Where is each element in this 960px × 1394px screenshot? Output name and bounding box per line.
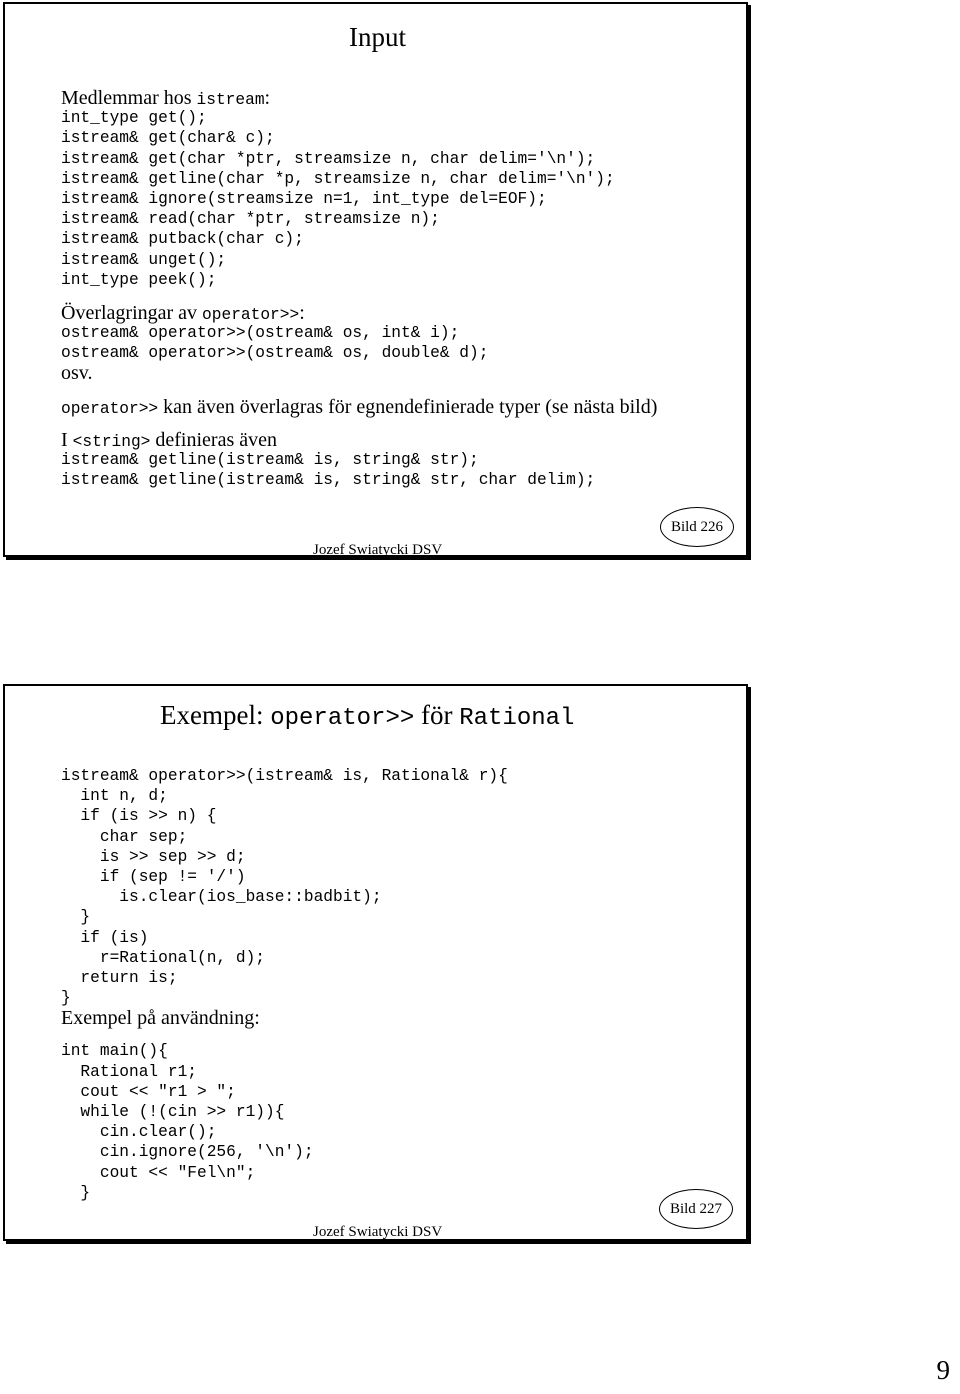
code-line: cin.clear();	[61, 1123, 217, 1142]
code-line: istream& ignore(streamsize n=1, int_type del=EOF);	[61, 189, 547, 208]
text-run: kan även överlagras för egnendefinierade typer (se nästa bild)	[158, 395, 658, 418]
inline-code: operator>>	[202, 305, 300, 324]
text-line	[61, 430, 657, 450]
code-line: istream& getline(char *p, streamsize n, char delim='\n');	[61, 169, 615, 188]
slide-227	[3, 684, 748, 1241]
spacer	[61, 1028, 508, 1041]
text-run: :	[264, 87, 271, 109]
code-line: return is;	[61, 968, 178, 987]
page-number: 9	[936, 1355, 950, 1385]
code-line: ostream& operator>>(ostream& os, int& i);	[61, 324, 460, 343]
code-line: istream& get(char *ptr, streamsize n, char delim='\n');	[61, 149, 596, 168]
inline-code: operator>>	[270, 705, 415, 732]
code-line: while (!(cin >> r1)){	[61, 1103, 285, 1121]
slide-title	[160, 702, 574, 731]
slide-number-badge: Bild 227	[659, 1189, 733, 1229]
code-line: istream& putback(char c);	[61, 230, 304, 249]
text-run: Överlagringar av	[61, 301, 203, 324]
code-line: }	[61, 1183, 91, 1202]
slide-body	[61, 88, 657, 490]
code-line: istream& operator>>(istream& is, Rational& r){	[61, 767, 508, 785]
text-run: osv.	[61, 362, 93, 385]
code-line: }	[61, 908, 91, 927]
text-line	[61, 88, 657, 108]
code-line: ostream& operator>>(ostream& os, double& d);	[61, 344, 489, 363]
code-line: is >> sep >> d;	[61, 847, 246, 866]
text-line	[61, 303, 657, 323]
inline-code: istream	[196, 91, 265, 109]
code-line: istream& getline(istream& is, string& str, char delim);	[61, 471, 596, 490]
inline-code: Rational	[459, 705, 575, 732]
code-line: if (is)	[61, 928, 149, 947]
text-run: Exempel på användning:	[61, 1007, 260, 1030]
code-line: istream& read(char *ptr, streamsize n);	[61, 210, 440, 229]
slide-body	[61, 766, 508, 1203]
slide-226	[3, 2, 748, 557]
code-line: istream& unget();	[61, 250, 227, 269]
code-line: cout << "Fel\n";	[61, 1163, 256, 1182]
text-run: I	[61, 428, 73, 451]
code-line: cin.ignore(256, '\n');	[61, 1143, 314, 1162]
text-run: definieras även	[150, 428, 277, 451]
inline-code: operator>>	[61, 399, 159, 418]
code-line: if (sep != '/')	[61, 867, 246, 886]
code-line: int_type peek();	[61, 270, 217, 289]
text-run: :	[299, 301, 305, 324]
slide-title: Input	[349, 22, 406, 52]
text-run: för	[414, 700, 460, 730]
code-line: int_type get();	[61, 109, 207, 128]
code-line: if (is >> n) {	[61, 807, 217, 826]
code-line: istream& getline(istream& is, string& str);	[61, 451, 479, 469]
code-line: }	[61, 989, 71, 1008]
code-line: char sep;	[61, 827, 188, 846]
slide-footer: Jozef Swiatycki DSV	[313, 542, 443, 558]
text-line	[61, 363, 657, 383]
text-line	[61, 1008, 508, 1028]
text-run: Medlemmar hos	[61, 87, 197, 109]
code-line: r=Rational(n, d);	[61, 948, 265, 967]
code-line: int n, d;	[61, 787, 168, 806]
text-line	[61, 397, 657, 417]
code-line: int main(){	[61, 1042, 168, 1061]
code-line: cout << "r1 > ";	[61, 1082, 236, 1101]
slide-number-badge: Bild 226	[660, 507, 734, 547]
inline-code: <string>	[72, 432, 151, 451]
code-line: istream& get(char& c);	[61, 129, 275, 148]
slide-footer: Jozef Swiatycki DSV	[313, 1224, 443, 1240]
text-run: Exempel:	[160, 700, 271, 730]
code-line: is.clear(ios_base::badbit);	[61, 888, 382, 907]
code-line: Rational r1;	[61, 1062, 197, 1081]
